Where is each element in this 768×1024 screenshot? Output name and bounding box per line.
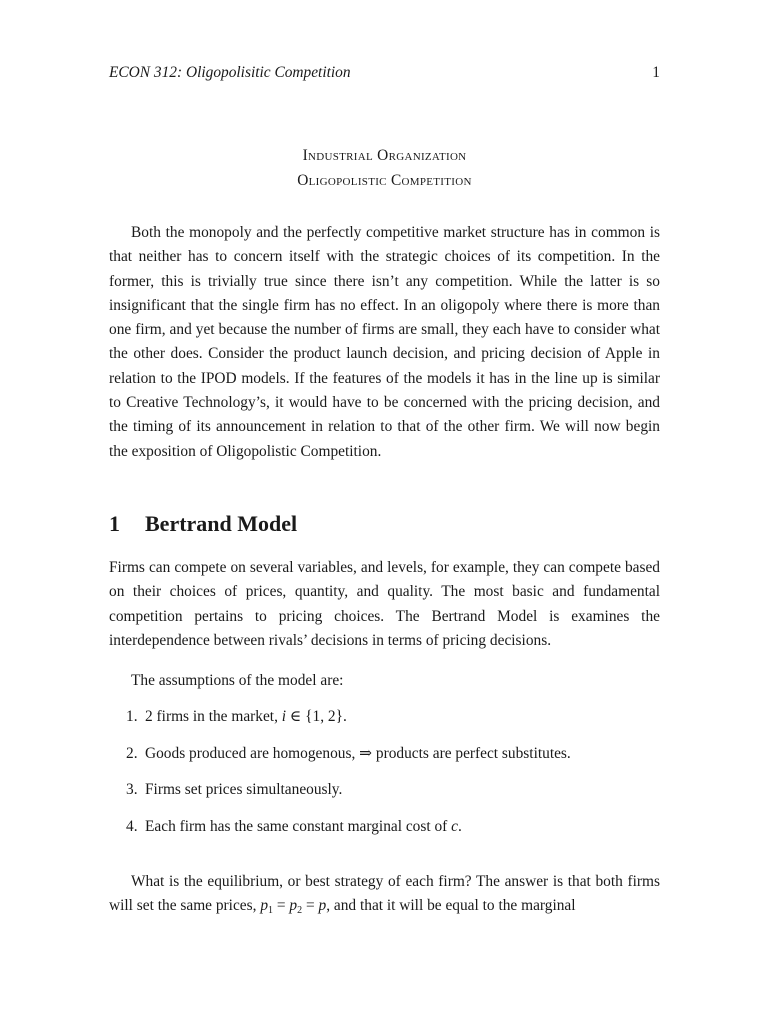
math-p: p — [289, 897, 298, 915]
list-text: Firms set prices simultaneously. — [145, 781, 343, 798]
equilibrium-text-after: , and that it will be equal to the marginal — [326, 897, 576, 915]
math-subscript-1: 1 — [268, 905, 274, 917]
running-title: ECON 312: Oligopolisitic Competition — [109, 64, 351, 81]
list-marker: 1. — [126, 708, 138, 725]
math-p: p — [318, 897, 327, 915]
section-number: 1 — [109, 511, 120, 536]
math-variable: i — [281, 708, 287, 725]
list-text-after: ∈ {1, 2}. — [286, 708, 347, 725]
list-text: Goods produced are homogenous, ⇒ products are perfect substitutes. — [145, 745, 571, 762]
math-p: p — [260, 897, 269, 915]
title-line-2: Oligopolistic Competition — [297, 172, 472, 189]
list-item — [126, 818, 462, 836]
list-text-after: . — [458, 818, 462, 835]
math-variable: c — [451, 818, 458, 835]
math-equals: = — [302, 897, 319, 915]
math-equals: = — [273, 897, 290, 915]
document-title — [109, 143, 660, 193]
section-heading — [109, 511, 297, 537]
list-item — [126, 707, 347, 726]
list-marker: 4. — [126, 818, 138, 835]
list-marker: 2. — [126, 745, 138, 762]
list-item — [126, 744, 571, 763]
running-header — [109, 64, 660, 84]
list-marker: 3. — [126, 781, 138, 798]
equilibrium-text: What is the equilibrium, or best strategy of each firm? The answer is that both firms will set the same prices, — [109, 873, 660, 915]
section-title: Bertrand Model — [145, 511, 298, 536]
page-number: 1 — [652, 64, 660, 81]
equilibrium-paragraph — [109, 870, 660, 924]
intro-paragraph: Both the monopoly and the perfectly competitive market structure has in common is that neither has to concern itself with the strategic choices of its competition. In the former, this is trivially true since there isn’t any competition. While the latter is so insignificant that the single firm has no effect. In an oligopoly where there is more than one firm, and yet because the number of firms are small, they each have to consider what the other does. Consider the product launch decision, and pricing decision of Apple in relation to the IPOD models. If the features of the models it has in the line up is similar to Creative Technology’s, it would have to be concerned with the pricing decision, and the timing of its announcement in relation to that of the other firm. We will now begin the exposition of Oligopolistic Competition. — [109, 224, 660, 460]
firms-paragraph: Firms can compete on several variables, and levels, for example, they can compete based on their choices of prices, quantity, and quality. The most basic and fundamental competition pertains to pricing choices. The Bertrand Model is examines the interdependence between rivals’ decisions in terms of pricing decisions. — [109, 559, 660, 649]
list-item — [126, 781, 342, 799]
math-subscript-2: 2 — [297, 905, 303, 917]
title-line-1: Industrial Organization — [302, 147, 467, 164]
assumptions-intro: The assumptions of the model are: — [131, 672, 344, 689]
list-text: 2 firms in the market, — [145, 708, 282, 725]
list-text: Each firm has the same constant marginal cost of — [145, 818, 452, 835]
